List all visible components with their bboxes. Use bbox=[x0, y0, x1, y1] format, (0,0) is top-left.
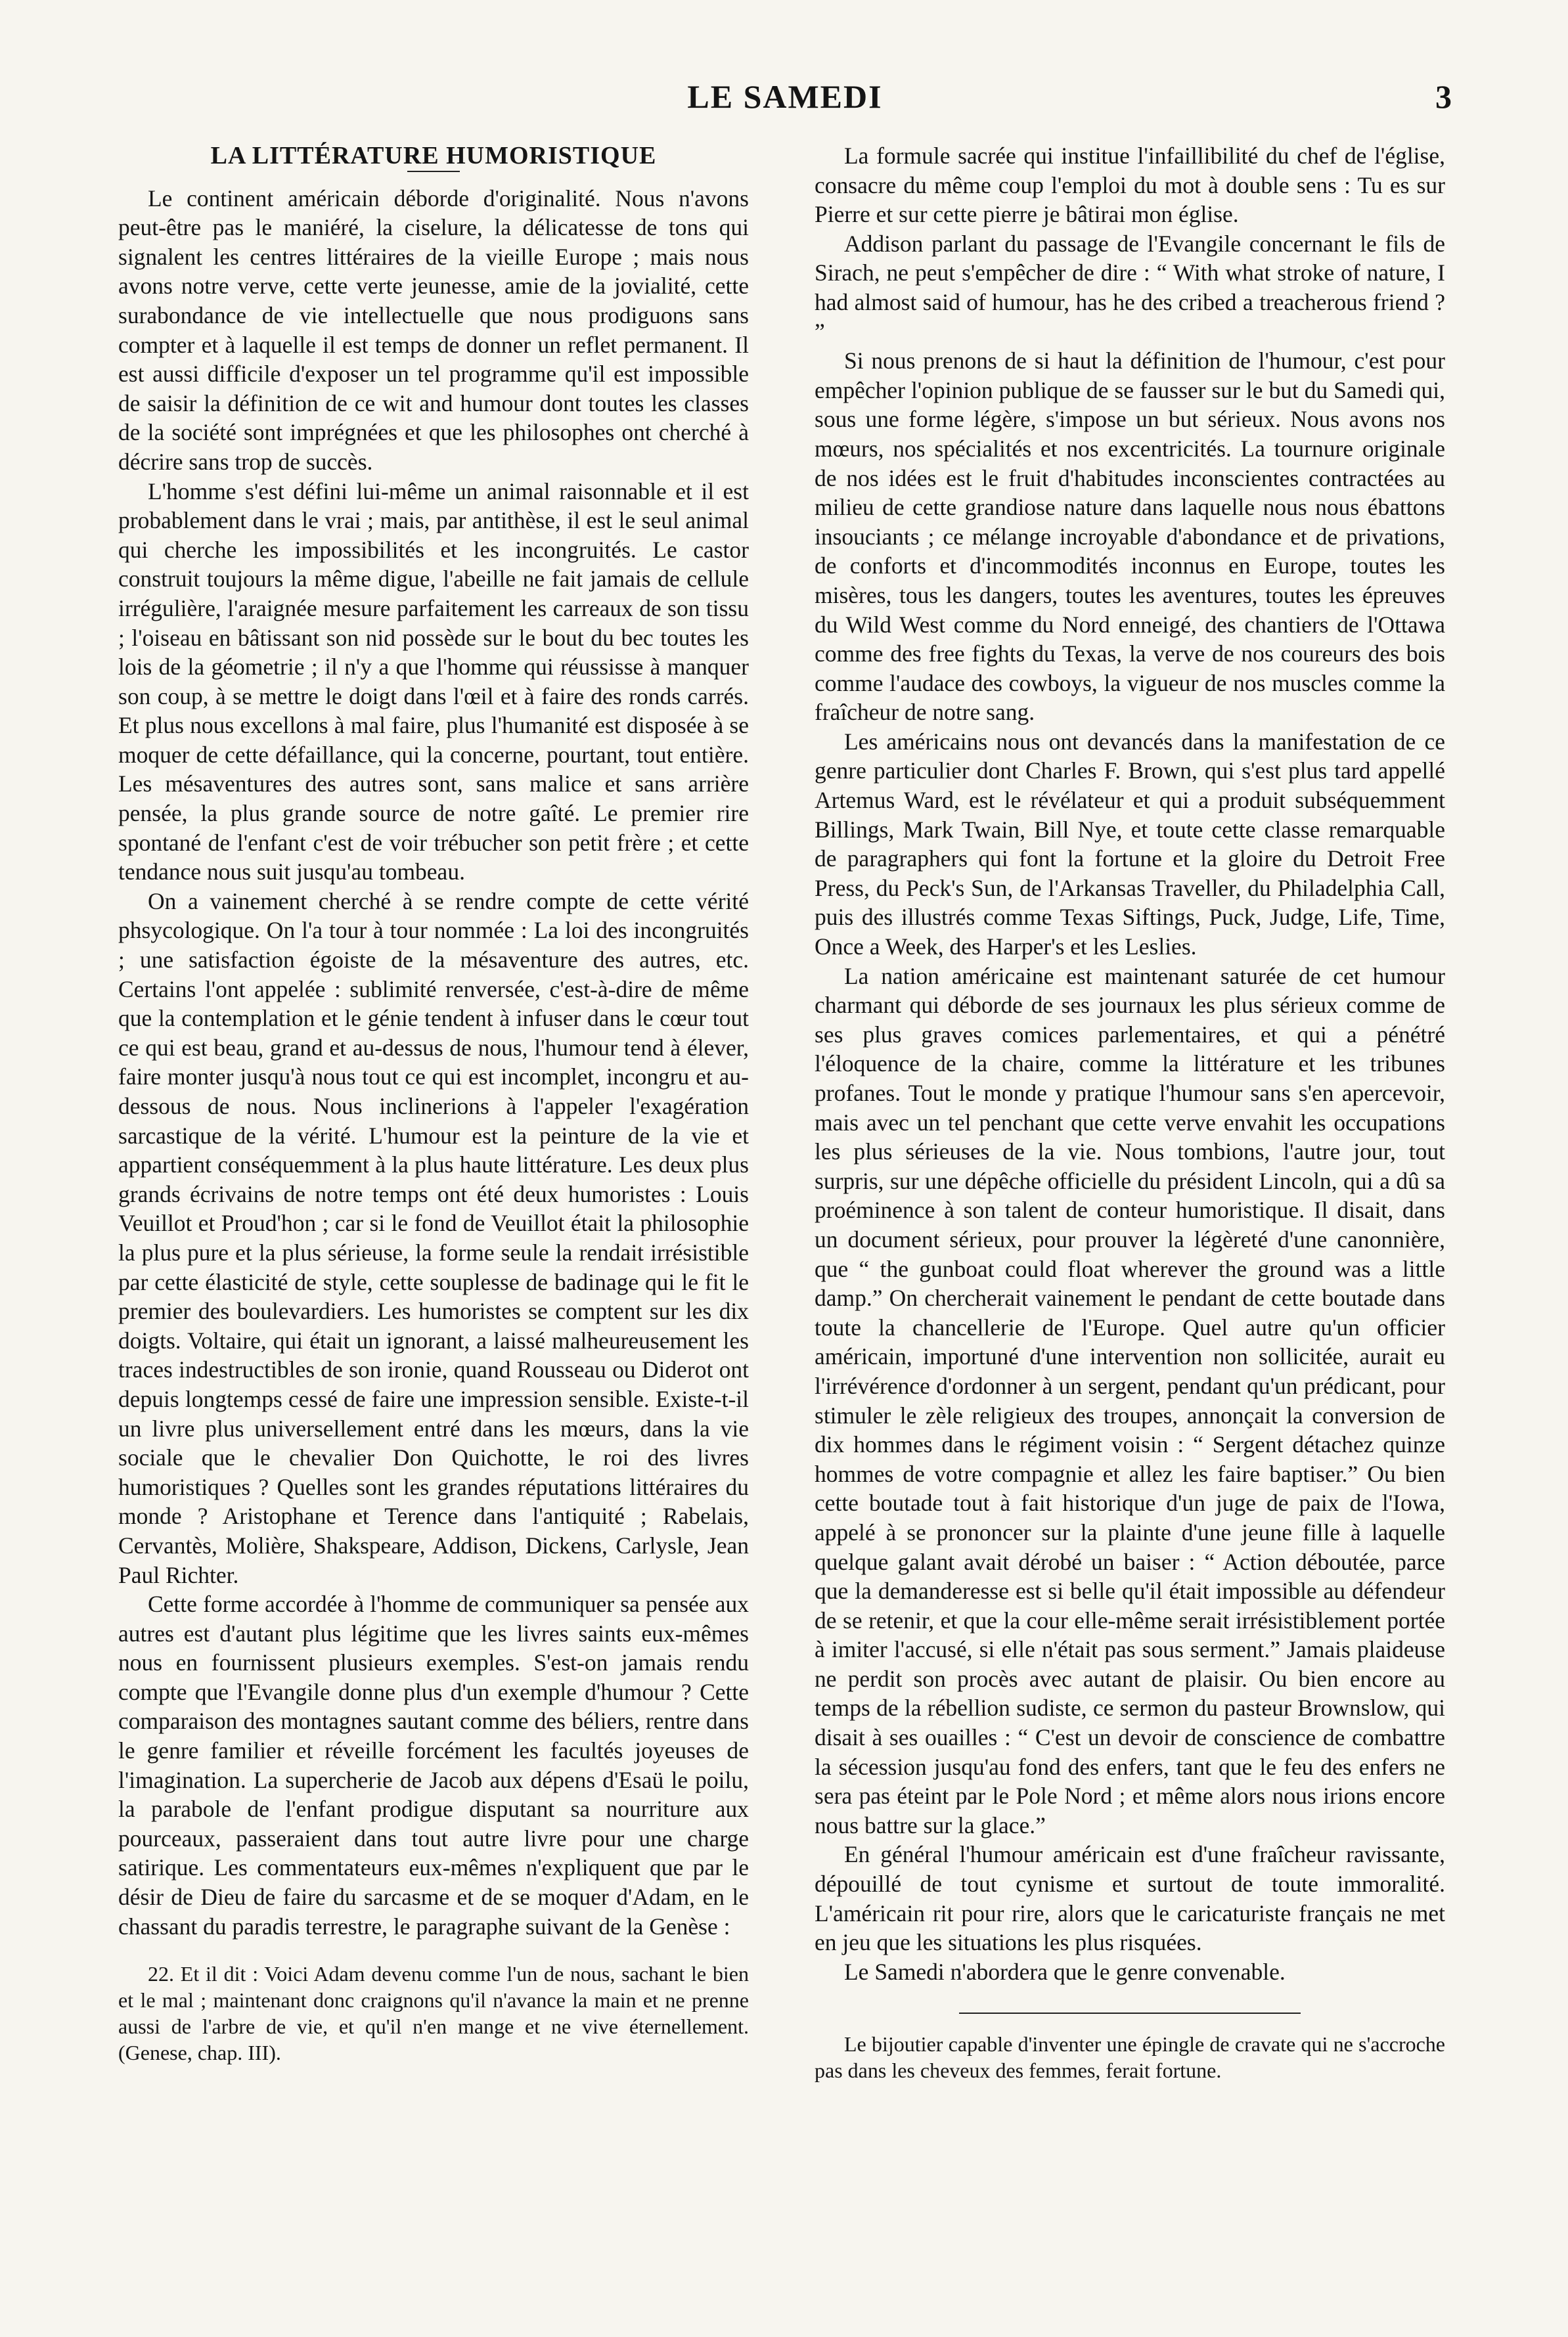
title-rule bbox=[407, 171, 460, 172]
paragraph: Cette forme accordée à l'homme de communiquer sa pensée aux autres est d'autant plus légitime que les livres saints eux-mêmes nous en fournissent plusieurs exemples. S'est-on jamais rendu compte que l'Evangile donne plus d'un exemple d'humour ? Cette comparaison des montagnes sautant comme des béliers, rentre dans le genre familier et réveille forcément les facultés joyeuses de l'imagination. La supercherie de Jacob aux dépens d'Esaü le poilu, la parabole de l'enfant prodigue disputant sa nourriture aux pourceaux, passeraient dans tout autre livre pour une charge satirique. Les commentateurs eux-mêmes n'expliquent que par le désir de Dieu de faire du sarcasme et de se moquer d'Adam, en le chassant du paradis terrestre, le paragraphe suivant de la Genèse : bbox=[118, 1591, 749, 1940]
paragraph: L'homme s'est défini lui-même un animal raisonnable et il est probablement dans le vrai ; mais, par antithèse, il est le seul animal qui cherche les impossibilités et les incongruités. Le castor construit toujours la même digue, l'abeille ne fait jamais de cellule irrégulière, l'araignée mesure parfaitement les carreaux de son tissu ; l'oiseau en bâtissant son nid possède sur le bout du bec toutes les lois de la géometrie ; il n'y a que l'homme qui réussisse à manquer son coup, à se mettre le doigt dans l'œil et à faire des ronds carrés. Et plus nous excellons à mal faire, plus l'humanité est disposée à se moquer de cette défaillance, qui la concerne, pourtant, tout entière. Les mésaventures des autres sont, sans malice et sans arrière pensée, la plus grande source de notre gaîté. Le premier rire spontané de l'enfant c'est de voir trébucher son petit frère ; et cette tendance nous suit jusqu'au tombeau. bbox=[118, 478, 749, 885]
paragraph: La nation américaine est maintenant saturée de cet humour charmant qui déborde de ses journaux les plus sérieux comme de ses plus graves comices parlementaires, et qui a pénétré l'éloquence de la chaire, comme la littérature et les tribunes profanes. Tout le monde y pratique l'humour sans s'en apercevoir, mais avec un tel penchant que cette verve envahit les occupations les plus sérieuses de la vie. Nous tombions, l'autre jour, tout surpris, sur une dépêche officielle du président Lincoln, qui a dû sa proéminence à son talent de conteur humoristique. Il disait, dans un document sérieux, pour prouver la légèreté d'une canonnière, que “ the gunboat could float wherever the ground was a little damp.” On chercherait vainement le pendant de cette boutade dans toute la chancellerie de l'Europe. Quel autre qu'un officier américain, importuné d'une intervention non sollicitée, aurait eu l'irrévérence d'ordonner à un sergent, pendant qu'un prédicant, pour stimuler le zèle religieux des troupes, annonçait la conversion de dix hommes dans le régiment voisin : “ Sergent détachez quinze hommes de votre compagnie et allez les faire baptiser.” Ou bien cette boutade tout à fait historique d'un juge de paix de l'Iowa, appelé à se prononcer sur la plainte d'une jeune fille à laquelle quelque galant avait dérobé un baiser : “ Action déboutée, parce que la demanderesse est si belle qu'il était impossible au défendeur de se retenir, et que la cour elle-même serait irrésistiblement portée à imiter l'accusé, si elle n'était pas sous serment.” Jamais plaideuse ne perdit son procès avec autant de plaisir. Ou bien encore au temps de la rébellion sudiste, ce sermon du pasteur Brownslow, qui disait à ses ouailles : “ C'est un devoir de conscience de combattre la sécession jusqu'au fond des enfers, tant que le feu des enfers ne sera pas éteint par le Pole Nord ; et même alors nous irions encore nous battre sur la glace.” bbox=[815, 962, 1445, 1838]
paragraph: Le continent américain déborde d'originalité. Nous n'avons peut-être pas le maniéré, la ciselure, la délicatesse de tons qui signalent les centres littéraires de la vieille Europe ; mais nous avons notre verve, cette verte jeunesse, amie de la jovialité, cette surabondance de vie intellectuelle que nous prodiguons sans compter et à laquelle il est temps de donner un reflet permanent. Il est aussi difficile d'exposer un tel programme qu'il est impossible de saisir la définition de ce wit and humour dont toutes les classes de la société sont imprégnées et que les philosophes ont cherché à décrire sans trop de succès. bbox=[118, 185, 749, 475]
left-column bbox=[118, 141, 749, 2066]
genesis-quote: 22. Et il dit : Voici Adam devenu comme l'un de nous, sachant le bien et le mal ; maintenant donc craignons qu'il n'avance la main et ne prenne aussi de l'arbre de vie, et qu'il n'en mange et ne vive éternellement. (Genese, chap. III). bbox=[118, 1962, 749, 2065]
filler-item: Le bijoutier capable d'inventer une épingle de cravate qui ne s'accroche pas dans les cheveux des femmes, ferait fortune. bbox=[815, 2032, 1445, 2083]
page-header bbox=[118, 78, 1452, 130]
right-column bbox=[815, 141, 1445, 2083]
paragraph: On a vainement cherché à se rendre compte de cette vérité phsycologique. On l'a tour à tour nommée : La loi des incongruités ; une satisfaction égoiste de la mésaventure des autres, etc. Certains l'ont appelée : sublimité renversée, c'est-à-dire de même que la contemplation et le génie tendent à infuser dans le cœur tout ce qui est beau, grand et au-dessus de nous, l'humour tend à élever, faire monter jusqu'à nous tout ce qui est incomplet, incongru et au-dessous de nous. Nous inclinerions à l'appeler l'exagération sarcastique de la vérité. L'humour est la peinture de la vie et appartient conséquemment à la plus haute littérature. Les deux plus grands écrivains de notre temps ont été deux humoristes : Louis Veuillot et Proud'hon ; car si le fond de Veuillot était la philosophie la plus pure et la plus sérieuse, la forme seule la rendait irrésistible par cette élasticité de style, cette souplesse de badinage qui le fit le premier des boulevardiers. Les humoristes se comptent sur les dix doigts. Voltaire, qui était un ignorant, a laissé malheureusement les traces indestructibles de son ironie, quand Rousseau ou Diderot ont depuis longtemps cessé de faire une impression sensible. Existe-t-il un livre plus universellement entré dans les mœurs, dans la vie sociale que le chevalier Don Quichotte, le roi des livres humoristiques ? Quelles sont les grandes réputations littéraires du monde ? Aristophane et Terence dans l'antiquité ; Rabelais, Cervantès, Molière, Shakspeare, Addison, Dickens, Carlysle, Jean Paul Richter. bbox=[118, 887, 749, 1588]
paragraph: En général l'humour américain est d'une fraîcheur ravissante, dépouillé de tout cynisme et surtout de toute immoralité. L'américain rit pour rire, alors que le caricaturiste français ne met en jeu que les situations les plus risquées. bbox=[815, 1841, 1445, 1956]
closing-sentence: Le Samedi n'abordera que le genre convenable. bbox=[844, 1958, 1286, 1985]
masthead: LE SAMEDI bbox=[687, 78, 883, 115]
page-number: 3 bbox=[1435, 78, 1452, 115]
paragraph: La formule sacrée qui institue l'infaillibilité du chef de l'église, consacre du même coup l'emploi du mot à double sens : Tu es sur Pierre et sur cette pierre je bâtirai mon église. bbox=[815, 143, 1445, 228]
paragraph: Si nous prenons de si haut la définition de l'humour, c'est pour empêcher l'opinion publique de se fausser sur le but du Samedi qui, sous une forme légère, s'impose un but sérieux. Nous avons nos mœurs, nos spécialités et nos excentricités. La tournure originale de nos idées est le fruit d'habitudes inconscientes contractées au milieu de cette grandiose nature dans laquelle nous nous ébattons insouciants ; ce mélange incroyable d'abondance et de privations, de conforts et d'incommodités inconnus en Europe, toutes les misères, tous les dangers, toutes les aventures, toutes les épreuves du Wild West comme du Nord enneigé, des chantiers de l'Ottawa comme des free fights du Texas, la verve de nos coureurs des bois comme l'audace des cowboys, la vigueur de nos muscles comme la fraîcheur de notre sang. bbox=[815, 347, 1445, 726]
paragraph: Addison parlant du passage de l'Evangile concernant le fils de Sirach, ne peut s'empêcher de dire : “ With what stroke of nature, I had almost said of humour, has he des cribed a treacherous friend ? ” bbox=[815, 230, 1445, 345]
article-title: LA LITTÉRATURE HUMORISTIQUE bbox=[210, 142, 657, 169]
separator-rule bbox=[959, 2013, 1301, 2014]
paragraph: Les américains nous ont devancés dans la manifestation de ce genre particulier dont Charles F. Brown, qui s'est plus tard appellé Artemus Ward, est le révélateur et qui a produit subséquemment Billings, Mark Twain, Bill Nye, et toute cette classe remarquable de paragraphers qui font la fortune et la gloire du Detroit Free Press, du Peck's Sun, de l'Arkansas Traveller, du Philadelphia Call, puis des illustrés comme Texas Siftings, Puck, Judge, Life, Time, Once a Week, des Harper's et les Leslies. bbox=[815, 728, 1445, 960]
